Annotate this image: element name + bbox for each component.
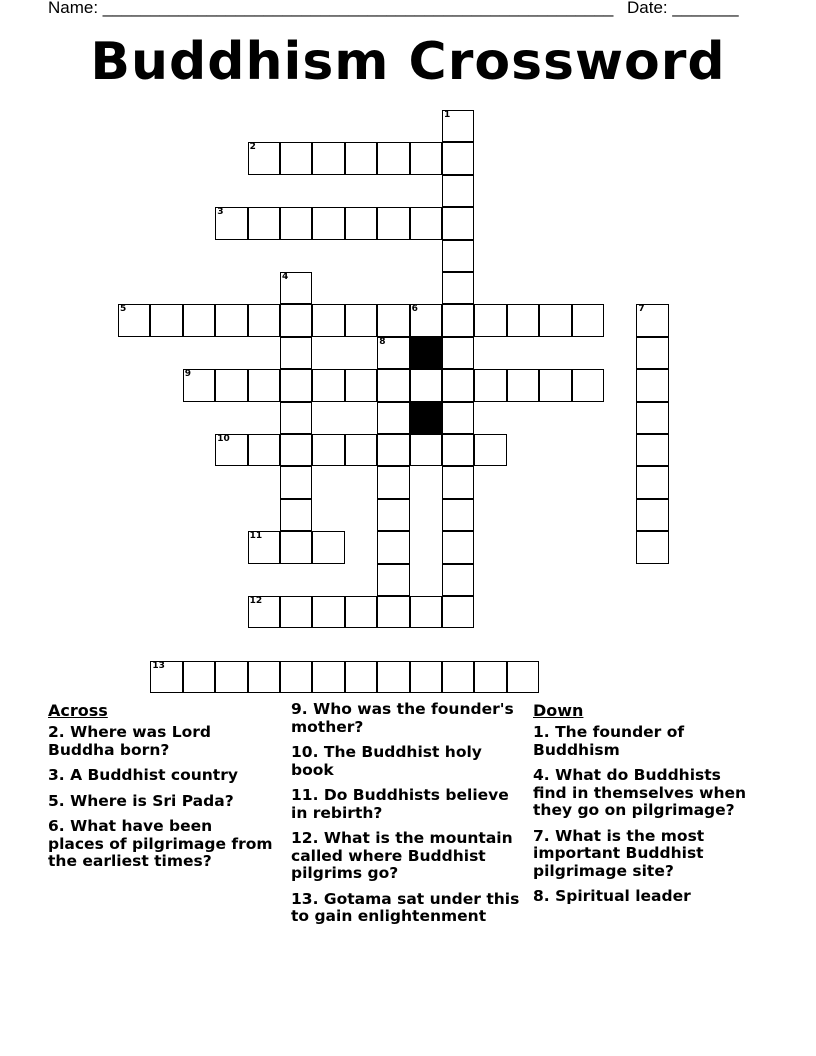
crossword-cell[interactable] (215, 207, 247, 239)
crossword-cell[interactable] (280, 337, 312, 369)
crossword-cell[interactable] (572, 369, 604, 401)
crossword-cell[interactable] (377, 661, 409, 693)
crossword-cell[interactable] (345, 142, 377, 174)
name-line: Name: ______________________________________________________ (48, 0, 614, 17)
crossword-cell[interactable] (280, 369, 312, 401)
crossword-cell[interactable] (345, 596, 377, 628)
crossword-cell[interactable] (442, 207, 474, 239)
clue-number: 7. (533, 826, 550, 845)
cell-number: 11 (249, 531, 263, 542)
clue-item (533, 888, 758, 906)
crossword-cell[interactable] (215, 434, 247, 466)
clue-number: 8. (533, 887, 550, 905)
crossword-cell[interactable] (215, 661, 247, 693)
cell-number: 12 (249, 596, 263, 606)
cell-number: 2 (249, 142, 256, 153)
clue-item (48, 767, 273, 785)
crossword-cell[interactable] (636, 499, 668, 531)
crossword-cell[interactable] (572, 304, 604, 336)
crossword-cell[interactable] (636, 531, 668, 563)
crossword-cell[interactable] (377, 337, 409, 369)
page-title: Buddhism Crossword (90, 32, 726, 92)
clue-number: 10. (291, 743, 319, 761)
clue-number: 11. (291, 786, 319, 804)
clue-text: Do Buddhists believe in rebirth? (291, 786, 509, 822)
crossword-cell[interactable] (248, 369, 280, 401)
clue-number: 12. (291, 829, 319, 847)
across-clues-column (48, 701, 273, 879)
crossword-cell[interactable] (442, 369, 474, 401)
crossword-cell[interactable] (442, 499, 474, 531)
across-clues-column-continued (291, 701, 521, 934)
clue-text: The founder of Buddhism (533, 723, 685, 759)
crossword-cell[interactable] (312, 369, 344, 401)
crossword-cell[interactable] (539, 369, 571, 401)
clue-item (291, 744, 521, 779)
crossword-cell[interactable] (248, 531, 280, 563)
clue-number: 3. (48, 766, 65, 784)
clue-text: Spiritual leader (555, 887, 691, 905)
clue-text: The Buddhist holy book (291, 743, 482, 779)
cell-number: 10 (217, 434, 230, 444)
crossword-cell[interactable] (442, 272, 474, 304)
crossword-cell[interactable] (280, 499, 312, 531)
clue-text: A Buddhist country (70, 766, 238, 784)
clue-item (48, 818, 273, 871)
crossword-cell[interactable] (377, 596, 409, 628)
clue-text: What have been places of pilgrimage from the earliest times? (48, 817, 273, 870)
crossword-cell[interactable] (507, 661, 539, 693)
crossword-cell[interactable] (507, 304, 539, 336)
clue-item (533, 828, 758, 881)
cell-number: 1 (444, 110, 451, 120)
crossword-cell[interactable] (345, 304, 377, 336)
crossword-cell[interactable] (636, 402, 668, 434)
clue-text: What is the mountain called where Buddhist pilgrims go? (291, 829, 513, 882)
crossword-cell[interactable] (442, 337, 474, 369)
clue-number: 13. (291, 889, 319, 908)
clue-item (291, 787, 521, 822)
clue-number: 5. (48, 791, 65, 810)
crossword-cell[interactable] (377, 304, 409, 336)
crossword-cell[interactable] (280, 402, 312, 434)
crossword-cell[interactable] (150, 304, 182, 336)
crossword-cell[interactable] (312, 596, 344, 628)
clue-text: Where was Lord Buddha born? (48, 723, 211, 759)
crossword-cell[interactable] (410, 304, 442, 336)
crossword-cell[interactable] (312, 531, 344, 563)
crossword-cell[interactable] (539, 304, 571, 336)
crossword-cell[interactable] (280, 304, 312, 336)
crossword-cell[interactable] (377, 369, 409, 401)
crossword-cell[interactable] (377, 564, 409, 596)
cell-number: 6 (411, 304, 418, 315)
cell-number: 5 (120, 304, 127, 315)
crossword-cell[interactable] (280, 142, 312, 174)
crossword-cell[interactable] (442, 661, 474, 693)
crossword-cell[interactable] (410, 207, 442, 239)
crossword-cell[interactable] (474, 434, 506, 466)
crossword-cell[interactable] (312, 142, 344, 174)
crossword-cell[interactable] (442, 304, 474, 336)
crossword-cell[interactable] (248, 661, 280, 693)
crossword-cell[interactable] (377, 142, 409, 174)
crossword-cell[interactable] (474, 661, 506, 693)
crossword-cell[interactable] (410, 596, 442, 628)
crossword-cell[interactable] (280, 434, 312, 466)
crossword-cell[interactable] (636, 466, 668, 498)
clue-number: 4. (533, 766, 550, 784)
crossword-cell[interactable] (636, 369, 668, 401)
crossword-cell[interactable] (377, 434, 409, 466)
crossword-cell[interactable] (442, 402, 474, 434)
date-line: Date: _______ (627, 0, 739, 17)
clue-item (291, 701, 521, 736)
crossword-cell[interactable] (377, 402, 409, 434)
crossword-cell[interactable] (345, 434, 377, 466)
crossword-cell[interactable] (280, 531, 312, 563)
crossword-cell[interactable] (280, 596, 312, 628)
across-heading: Across (48, 701, 108, 720)
crossword-cell[interactable] (248, 142, 280, 174)
crossword-cell[interactable] (312, 661, 344, 693)
crossword-cell[interactable] (377, 207, 409, 239)
crossword-cell[interactable] (377, 499, 409, 531)
crossword-cell[interactable] (410, 369, 442, 401)
crossword-cell[interactable] (280, 466, 312, 498)
crossword-cell[interactable] (183, 304, 215, 336)
crossword-cell[interactable] (345, 661, 377, 693)
crossword-cell[interactable] (507, 369, 539, 401)
crossword-cell[interactable] (442, 175, 474, 207)
crossword-cell[interactable] (118, 304, 150, 336)
crossword-cell[interactable] (442, 240, 474, 272)
crossword-cell[interactable] (377, 531, 409, 563)
clue-text: What is the most important Buddhist pilgrimage site? (533, 826, 705, 880)
crossword-cell[interactable] (312, 207, 344, 239)
crossword-cell[interactable] (248, 596, 280, 628)
crossword-cell[interactable] (636, 337, 668, 369)
cell-number: 4 (282, 272, 289, 282)
clue-item (291, 830, 521, 883)
clue-item (533, 767, 758, 820)
crossword-cell[interactable] (280, 272, 312, 304)
crossword-cell[interactable] (636, 434, 668, 466)
clue-item (291, 891, 521, 926)
crossword-cell[interactable] (442, 596, 474, 628)
crossword-cell[interactable] (377, 466, 409, 498)
crossword-cell[interactable] (215, 369, 247, 401)
crossword-cell[interactable] (280, 661, 312, 693)
clue-item (48, 793, 273, 811)
down-clues-column (533, 701, 758, 914)
crossword-cell[interactable] (280, 207, 312, 239)
crossword-cell[interactable] (215, 304, 247, 336)
crossword-cell[interactable] (442, 564, 474, 596)
crossword-cell[interactable] (248, 304, 280, 336)
crossword-cell[interactable] (442, 434, 474, 466)
crossword-cell[interactable] (345, 369, 377, 401)
crossword-cell[interactable] (345, 207, 377, 239)
crossword-cell[interactable] (474, 304, 506, 336)
cell-number: 3 (217, 207, 224, 218)
crossword-cell[interactable] (248, 434, 280, 466)
crossword-cell[interactable] (183, 369, 215, 401)
clue-text: What do Buddhists find in themselves when they go on pilgrimage? (533, 766, 747, 819)
crossword-cell[interactable] (410, 434, 442, 466)
crossword-cell[interactable] (410, 661, 442, 693)
crossword-cell[interactable] (183, 661, 215, 693)
crossword-cell[interactable] (150, 661, 182, 693)
cell-number: 7 (638, 304, 645, 315)
crossword-cell[interactable] (248, 207, 280, 239)
cell-number: 13 (152, 660, 165, 671)
down-heading: Down (533, 701, 584, 720)
crossword-block (410, 337, 442, 369)
clue-number: 2. (48, 723, 65, 741)
clue-text: Who was the founder's mother? (291, 700, 514, 736)
clue-number: 9. (291, 700, 308, 718)
clue-item (533, 724, 758, 759)
crossword-cell[interactable] (312, 434, 344, 466)
crossword-block (410, 402, 442, 434)
clue-item (48, 724, 273, 759)
clue-number: 6. (48, 817, 65, 835)
clue-text: Gotama sat under this to gain enlightenment (291, 889, 520, 925)
cell-number: 8 (379, 336, 386, 347)
crossword-cell[interactable] (410, 142, 442, 174)
cell-number: 9 (184, 369, 192, 380)
clue-text: Where is Sri Pada? (70, 791, 234, 810)
crossword-cell[interactable] (442, 110, 474, 142)
clue-number: 1. (533, 723, 550, 741)
crossword-cell[interactable] (442, 531, 474, 563)
crossword-cell[interactable] (312, 304, 344, 336)
crossword-cell[interactable] (442, 142, 474, 174)
crossword-cell[interactable] (636, 304, 668, 336)
crossword-cell[interactable] (474, 369, 506, 401)
crossword-cell[interactable] (442, 466, 474, 498)
